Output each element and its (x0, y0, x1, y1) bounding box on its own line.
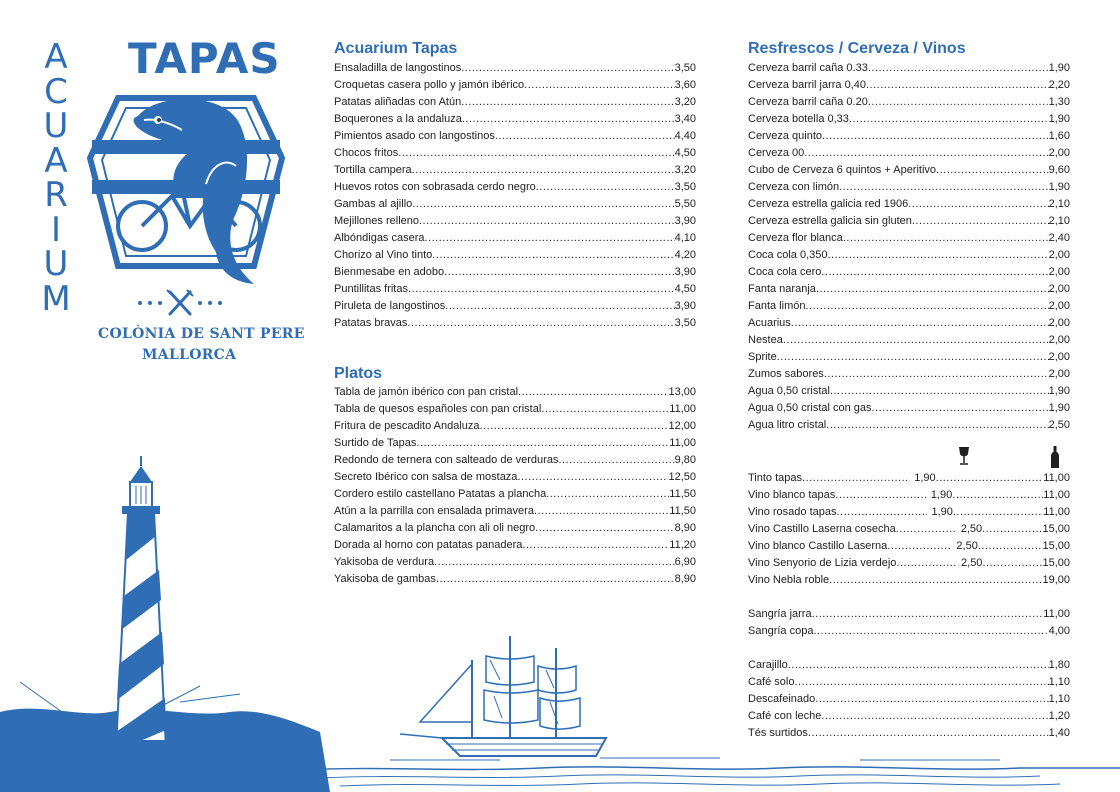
menu-item (748, 264, 1070, 281)
dot-leader (791, 315, 1049, 332)
wine-item-name: Vino Castillo Laserna cosecha (748, 523, 896, 535)
menu-item (748, 417, 1070, 434)
menu-item (334, 247, 696, 264)
menu-item-price: 3,90 (674, 215, 696, 227)
menu-item (748, 366, 1070, 383)
dot-leader (436, 571, 675, 588)
menu-item (334, 128, 696, 145)
place-region: MALLORCA (142, 347, 237, 363)
menu-item (748, 691, 1070, 708)
dot-leader (461, 94, 674, 111)
menu-item-name: Agua litro cristal (748, 419, 827, 431)
dot-leader (843, 230, 1049, 247)
menu-item (334, 196, 696, 213)
wine-bottle-price: 11,00 (1043, 506, 1070, 518)
wine-item (748, 504, 1070, 521)
menu-item (748, 400, 1070, 417)
dot-leader (546, 486, 669, 503)
wine-glass-price: 1,90 (914, 472, 936, 484)
menu-item-price: 2,00 (1048, 351, 1070, 363)
menu-item-price: 1,60 (1048, 130, 1070, 142)
menu-item (334, 145, 696, 162)
section-title-bebidas: Resfrescos / Cerveza / Vinos (748, 40, 966, 57)
menu-item-price: 8,90 (674, 522, 696, 534)
menu-item-name: Coca cola 0,350 (748, 249, 828, 261)
wine-bottle-price: 11,00 (1043, 472, 1070, 484)
menu-list-vinos (748, 470, 1070, 589)
menu-list-bebidas (748, 60, 1070, 434)
menu-item (334, 520, 696, 537)
dot-leader (788, 657, 1049, 674)
menu-item-name: Piruleta de langostinos (334, 300, 446, 312)
dot-leader (953, 504, 1043, 521)
menu-item-name: Cerveza barril jarra 0,40 (748, 79, 866, 91)
dot-leader (866, 77, 1049, 94)
vertical-letter: U (43, 106, 69, 146)
dot-leader (952, 487, 1043, 504)
dot-leader (444, 264, 674, 281)
place-name: COLÒNIA DE SANT PERE (98, 326, 305, 342)
dot-leader (541, 401, 669, 418)
dot-leader (835, 487, 926, 504)
wine-bottle-price: 19,00 (1042, 574, 1070, 586)
menu-item (334, 162, 696, 179)
menu-item-price: 2,00 (1048, 266, 1070, 278)
dot-leader (808, 725, 1049, 742)
dot-leader (412, 162, 675, 179)
menu-item-name: Cerveza quinto (748, 130, 822, 142)
menu-item-price: 4,20 (674, 249, 696, 261)
menu-item-price: 1,10 (1048, 693, 1070, 705)
dot-leader (425, 230, 675, 247)
dot-leader (829, 572, 1042, 589)
menu-item-price: 4,50 (674, 147, 696, 159)
dot-leader (813, 623, 1048, 640)
dot-leader (802, 470, 910, 487)
dot-leader (558, 452, 674, 469)
menu-item (748, 349, 1070, 366)
vertical-letter: M (41, 278, 71, 319)
menu-item-price: 2,00 (1048, 368, 1070, 380)
menu-item-name: Albóndigas casera (334, 232, 425, 244)
menu-item (748, 623, 1070, 640)
menu-item (334, 554, 696, 571)
menu-item-price: 6,90 (674, 556, 696, 568)
menu-item (748, 606, 1070, 623)
wine-bottle-price: 15,00 (1042, 523, 1070, 535)
menu-item (334, 298, 696, 315)
dot-leader (912, 213, 1049, 230)
menu-list-tapas (334, 60, 696, 332)
menu-item-name: Patatas aliñadas con Atún (334, 96, 462, 108)
lighthouse-icon (0, 450, 330, 792)
menu-item-price: 2,00 (1048, 147, 1070, 159)
wine-item-name: Vino Senyorio de Lizia verdejo (748, 557, 897, 569)
menu-item (748, 657, 1070, 674)
menu-item-price: 4,40 (674, 130, 696, 142)
menu-item-price: 1,90 (1048, 62, 1070, 74)
menu-item-price: 1,90 (1048, 385, 1070, 397)
menu-item-price: 2,00 (1048, 283, 1070, 295)
dot-leader (416, 435, 669, 452)
dot-leader (524, 77, 674, 94)
menu-item-price: 11,20 (669, 539, 696, 551)
menu-item-price: 1,40 (1048, 727, 1070, 739)
menu-item (334, 281, 696, 298)
menu-item-name: Cerveza con limón (748, 181, 840, 193)
menu-item-price: 2,00 (1048, 317, 1070, 329)
dot-leader (816, 281, 1049, 298)
menu-item (748, 162, 1070, 179)
dot-leader (821, 264, 1048, 281)
menu-item (748, 145, 1070, 162)
menu-item-name: Tés surtidos (748, 727, 808, 739)
menu-item-price: 2,00 (1048, 249, 1070, 261)
wine-item-name: Vino blanco Castillo Laserna (748, 540, 888, 552)
menu-item (748, 179, 1070, 196)
menu-item-name: Patatas bravas (334, 317, 408, 329)
menu-item (334, 315, 696, 332)
menu-item-name: Cerveza flor blanca (748, 232, 843, 244)
dot-leader (495, 128, 675, 145)
dot-leader (445, 298, 674, 315)
menu-item-price: 2,10 (1048, 215, 1070, 227)
wine-bottle-price: 15,00 (1042, 557, 1070, 569)
menu-item-name: Cerveza estrella galicia sin gluten (748, 215, 912, 227)
wine-glass-icon (958, 446, 970, 466)
menu-item-price: 3,50 (674, 181, 696, 193)
menu-list-sangria (748, 606, 1070, 640)
dot-leader (805, 298, 1048, 315)
wine-bottle-price: 11,00 (1043, 489, 1070, 501)
menu-list-cafes (748, 657, 1070, 742)
dot-leader (896, 555, 956, 572)
menu-item-name: Sangría copa (748, 625, 814, 637)
menu-item-name: Gambas al ajillo (334, 198, 413, 210)
vertical-letter: A (44, 140, 68, 181)
menu-item-price: 1,90 (1048, 402, 1070, 414)
menu-item-name: Yakisoba de gambas (334, 573, 436, 585)
menu-item-price: 2,00 (1048, 300, 1070, 312)
menu-item (334, 94, 696, 111)
menu-item (748, 213, 1070, 230)
wine-bottle-price: 15,00 (1042, 540, 1070, 552)
dot-leader (536, 179, 675, 196)
dot-leader (978, 538, 1043, 555)
menu-item-price: 4,50 (674, 283, 696, 295)
menu-item-price: 3,90 (674, 266, 696, 278)
menu-item-name: Cerveza barril caña 0.20 (748, 96, 868, 108)
wine-item (748, 521, 1070, 538)
menu-item-name: Coca cola cero (748, 266, 822, 278)
dot-leader (398, 145, 674, 162)
menu-item-name: Tabla de jamón ibérico con pan cristal (334, 386, 519, 398)
menu-item (748, 674, 1070, 691)
menu-item (748, 247, 1070, 264)
menu-item (748, 111, 1070, 128)
wine-item-name: Vino Nebla roble (748, 574, 830, 586)
dot-leader (517, 469, 668, 486)
menu-item-price: 1,30 (1048, 96, 1070, 108)
menu-item-price: 12,00 (668, 420, 696, 432)
menu-item-name: Café con leche (748, 710, 822, 722)
menu-item-name: Cerveza estrella galicia red 1906 (748, 198, 909, 210)
menu-item-price: 1,20 (1048, 710, 1070, 722)
dot-leader (432, 247, 674, 264)
menu-item-price: 9,60 (1048, 164, 1070, 176)
menu-item-name: Sangría jarra (748, 608, 812, 620)
dot-leader (777, 349, 1049, 366)
dot-leader (936, 162, 1049, 179)
menu-item (334, 264, 696, 281)
dot-leader (461, 60, 674, 77)
dot-leader (908, 196, 1048, 213)
menu-item-price: 8,90 (674, 573, 696, 585)
menu-item (334, 401, 696, 418)
menu-item-name: Cordero estilo castellano Patatas a plancha (334, 488, 547, 500)
dot-leader (412, 196, 674, 213)
menu-item (334, 503, 696, 520)
vertical-brand-title (36, 37, 76, 319)
wine-glass-price: 2,50 (961, 557, 983, 569)
menu-item-price: 3,20 (674, 96, 696, 108)
wine-item (748, 487, 1070, 504)
menu-item-name: Cerveza botella 0,33 (748, 113, 849, 125)
dot-leader (830, 383, 1049, 400)
menu-item (334, 77, 696, 94)
vertical-letter: C (44, 71, 68, 112)
menu-item (748, 725, 1070, 742)
menu-item-price: 2,40 (1048, 232, 1070, 244)
menu-item-price: 11,50 (669, 488, 696, 500)
dot-leader (836, 504, 926, 521)
menu-item (748, 281, 1070, 298)
menu-item-price: 3,40 (674, 113, 696, 125)
menu-item-price: 11,50 (669, 505, 696, 517)
menu-item-name: Fritura de pescadito Andaluza (334, 420, 480, 432)
dot-leader (868, 60, 1049, 77)
menu-item (334, 486, 696, 503)
menu-item (748, 298, 1070, 315)
menu-item (748, 230, 1070, 247)
wine-item (748, 470, 1070, 487)
menu-item-name: Yakisoba de verdura (334, 556, 435, 568)
menu-item-price: 4,10 (674, 232, 696, 244)
menu-item (748, 128, 1070, 145)
menu-item (334, 384, 696, 401)
menu-item-name: Tortilla campera (334, 164, 412, 176)
dot-leader (794, 674, 1048, 691)
menu-item-name: Sprite (748, 351, 777, 363)
dot-leader (872, 400, 1049, 417)
menu-item (334, 435, 696, 452)
dot-leader (804, 145, 1048, 162)
menu-item (334, 537, 696, 554)
dot-leader (480, 418, 669, 435)
menu-item (748, 94, 1070, 111)
wine-item-name: Vino blanco tapas (748, 489, 836, 501)
menu-item-name: Puntillitas fritas (334, 283, 408, 295)
wine-item (748, 555, 1070, 572)
wine-item-name: Tinto tapas (748, 472, 803, 484)
dot-leader (849, 111, 1049, 128)
menu-list-platos (334, 384, 696, 588)
menu-item-name: Café solo (748, 676, 795, 688)
menu-item-name: Tabla de quesos españoles con pan cristal (334, 403, 542, 415)
menu-item-name: Ensaladilla de langostinos (334, 62, 462, 74)
wine-bottle-icon (1050, 446, 1060, 468)
menu-item (748, 60, 1070, 77)
menu-item-name: Secreto Ibérico con salsa de mostaza (334, 471, 518, 483)
dot-leader (839, 179, 1048, 196)
menu-item-price: 11,00 (669, 403, 696, 415)
dot-leader (822, 128, 1049, 145)
menu-item (334, 452, 696, 469)
wine-glass-price: 2,50 (960, 523, 983, 535)
dot-leader (462, 111, 675, 128)
menu-item-name: Agua 0,50 cristal (748, 385, 830, 397)
wine-glass-price: 2,50 (956, 540, 978, 552)
dot-leader (408, 281, 675, 298)
menu-item-name: Pimientos asado con langostinos (334, 130, 495, 142)
dot-leader (936, 470, 1044, 487)
menu-item-name: Croquetas casera pollo y jamón ibérico (334, 79, 525, 91)
menu-item-name: Bienmesabe en adobo (334, 266, 445, 278)
menu-item-price: 2,50 (1048, 419, 1070, 431)
dot-leader (419, 213, 675, 230)
menu-item-price: 3,20 (674, 164, 696, 176)
menu-item-price: 13,00 (668, 386, 696, 398)
menu-item (748, 708, 1070, 725)
menu-item (334, 179, 696, 196)
wine-item-name: Vino rosado tapas (748, 506, 837, 518)
sailing-ship-icon (390, 630, 630, 764)
dot-leader (534, 503, 669, 520)
dot-leader (535, 520, 674, 537)
menu-item-price: 1,80 (1048, 659, 1070, 671)
menu-item-name: Nestea (748, 334, 783, 346)
menu-item-name: Redondo de ternera con salteado de verduras (334, 454, 559, 466)
menu-item-name: Fanta limón (748, 300, 806, 312)
menu-item-name: Zumos sabores (748, 368, 824, 380)
vertical-letter: U (43, 244, 69, 284)
dot-leader (982, 521, 1042, 538)
menu-item (334, 230, 696, 247)
menu-item-price: 2,10 (1048, 198, 1070, 210)
menu-item-name: Chocos fritos (334, 147, 399, 159)
menu-item-price: 2,00 (1048, 334, 1070, 346)
menu-item (748, 383, 1070, 400)
dot-leader (434, 554, 674, 571)
menu-item-price: 1,90 (1048, 181, 1070, 193)
dot-leader (824, 366, 1049, 383)
menu-item-name: Acuarius (748, 317, 791, 329)
menu-item-name: Descafeinado (748, 693, 816, 705)
section-title-tapas: Acuarium Tapas (334, 40, 458, 57)
menu-item-name: Chorizo al Vino tinto (334, 249, 433, 261)
menu-item-name: Dorada al horno con patatas panadera (334, 539, 523, 551)
menu-item-price: 3,50 (674, 62, 696, 74)
menu-item-name: Mejillones relleno (334, 215, 419, 227)
menu-item (334, 469, 696, 486)
menu-item-name: Boquerones a la andaluza (334, 113, 462, 125)
menu-item-price: 12,50 (668, 471, 696, 483)
dot-leader (821, 708, 1048, 725)
menu-item (748, 77, 1070, 94)
dot-leader (522, 537, 669, 554)
wine-glass-price: 1,90 (930, 489, 953, 501)
menu-item (748, 332, 1070, 349)
menu-item-price: 3,60 (674, 79, 696, 91)
menu-item (334, 60, 696, 77)
menu-item-name: Cerveza 00 (748, 147, 805, 159)
menu-item (334, 418, 696, 435)
dot-leader (896, 521, 956, 538)
menu-item-price: 9,80 (674, 454, 696, 466)
menu-item-price: 1,10 (1048, 676, 1070, 688)
wine-glass-price: 1,90 (931, 506, 953, 518)
dot-leader (868, 94, 1049, 111)
menu-item-price: 1,90 (1048, 113, 1070, 125)
dot-leader (783, 332, 1049, 349)
menu-item (334, 571, 696, 588)
menu-item-name: Cubo de Cerveza 6 quintos + Aperitivo (748, 164, 937, 176)
dot-leader (407, 315, 674, 332)
menu-item-name: Cerveza barril caña 0.33 (748, 62, 868, 74)
section-title-platos: Platos (334, 365, 383, 382)
menu-item-price: 11,00 (1043, 608, 1070, 620)
dot-leader (828, 247, 1049, 264)
dot-leader (826, 417, 1048, 434)
menu-item-price: 4,00 (1048, 625, 1070, 637)
vertical-letter: R (44, 175, 68, 215)
dot-leader (815, 691, 1048, 708)
dot-leader (812, 606, 1044, 623)
menu-item-name: Carajillo (748, 659, 788, 671)
menu-item-name: Surtido de Tapas (334, 437, 417, 449)
menu-item-price: 3,90 (674, 300, 696, 312)
dot-leader (518, 384, 668, 401)
vertical-letter: I (50, 209, 62, 250)
menu-item-name: Fanta naranja (748, 283, 816, 295)
dot-leader (887, 538, 952, 555)
tapas-title: TAPAS (128, 34, 281, 83)
dolphin-on-bicycle-icon (86, 88, 286, 293)
wine-item (748, 538, 1070, 555)
menu-item (334, 111, 696, 128)
menu-item-price: 3,50 (674, 317, 696, 329)
menu-item (748, 196, 1070, 213)
dot-leader (982, 555, 1042, 572)
menu-item-name: Huevos rotos con sobrasada cerdo negro (334, 181, 536, 193)
menu-item (334, 213, 696, 230)
menu-item-price: 5,50 (674, 198, 696, 210)
menu-item-name: Agua 0,50 cristal con gas (748, 402, 872, 414)
menu-item-name: Atún a la parrilla con ensalada primavera (334, 505, 534, 517)
menu-item-price: 2,20 (1048, 79, 1070, 91)
wine-item (748, 572, 1070, 589)
menu-item-price: 11,00 (669, 437, 696, 449)
menu-item-name: Calamaritos a la plancha con ali oli negro (334, 522, 536, 534)
menu-item (748, 315, 1070, 332)
cutlery-icon (134, 288, 226, 318)
vertical-letter: A (44, 37, 68, 77)
sea-waves-icon (300, 750, 1120, 792)
